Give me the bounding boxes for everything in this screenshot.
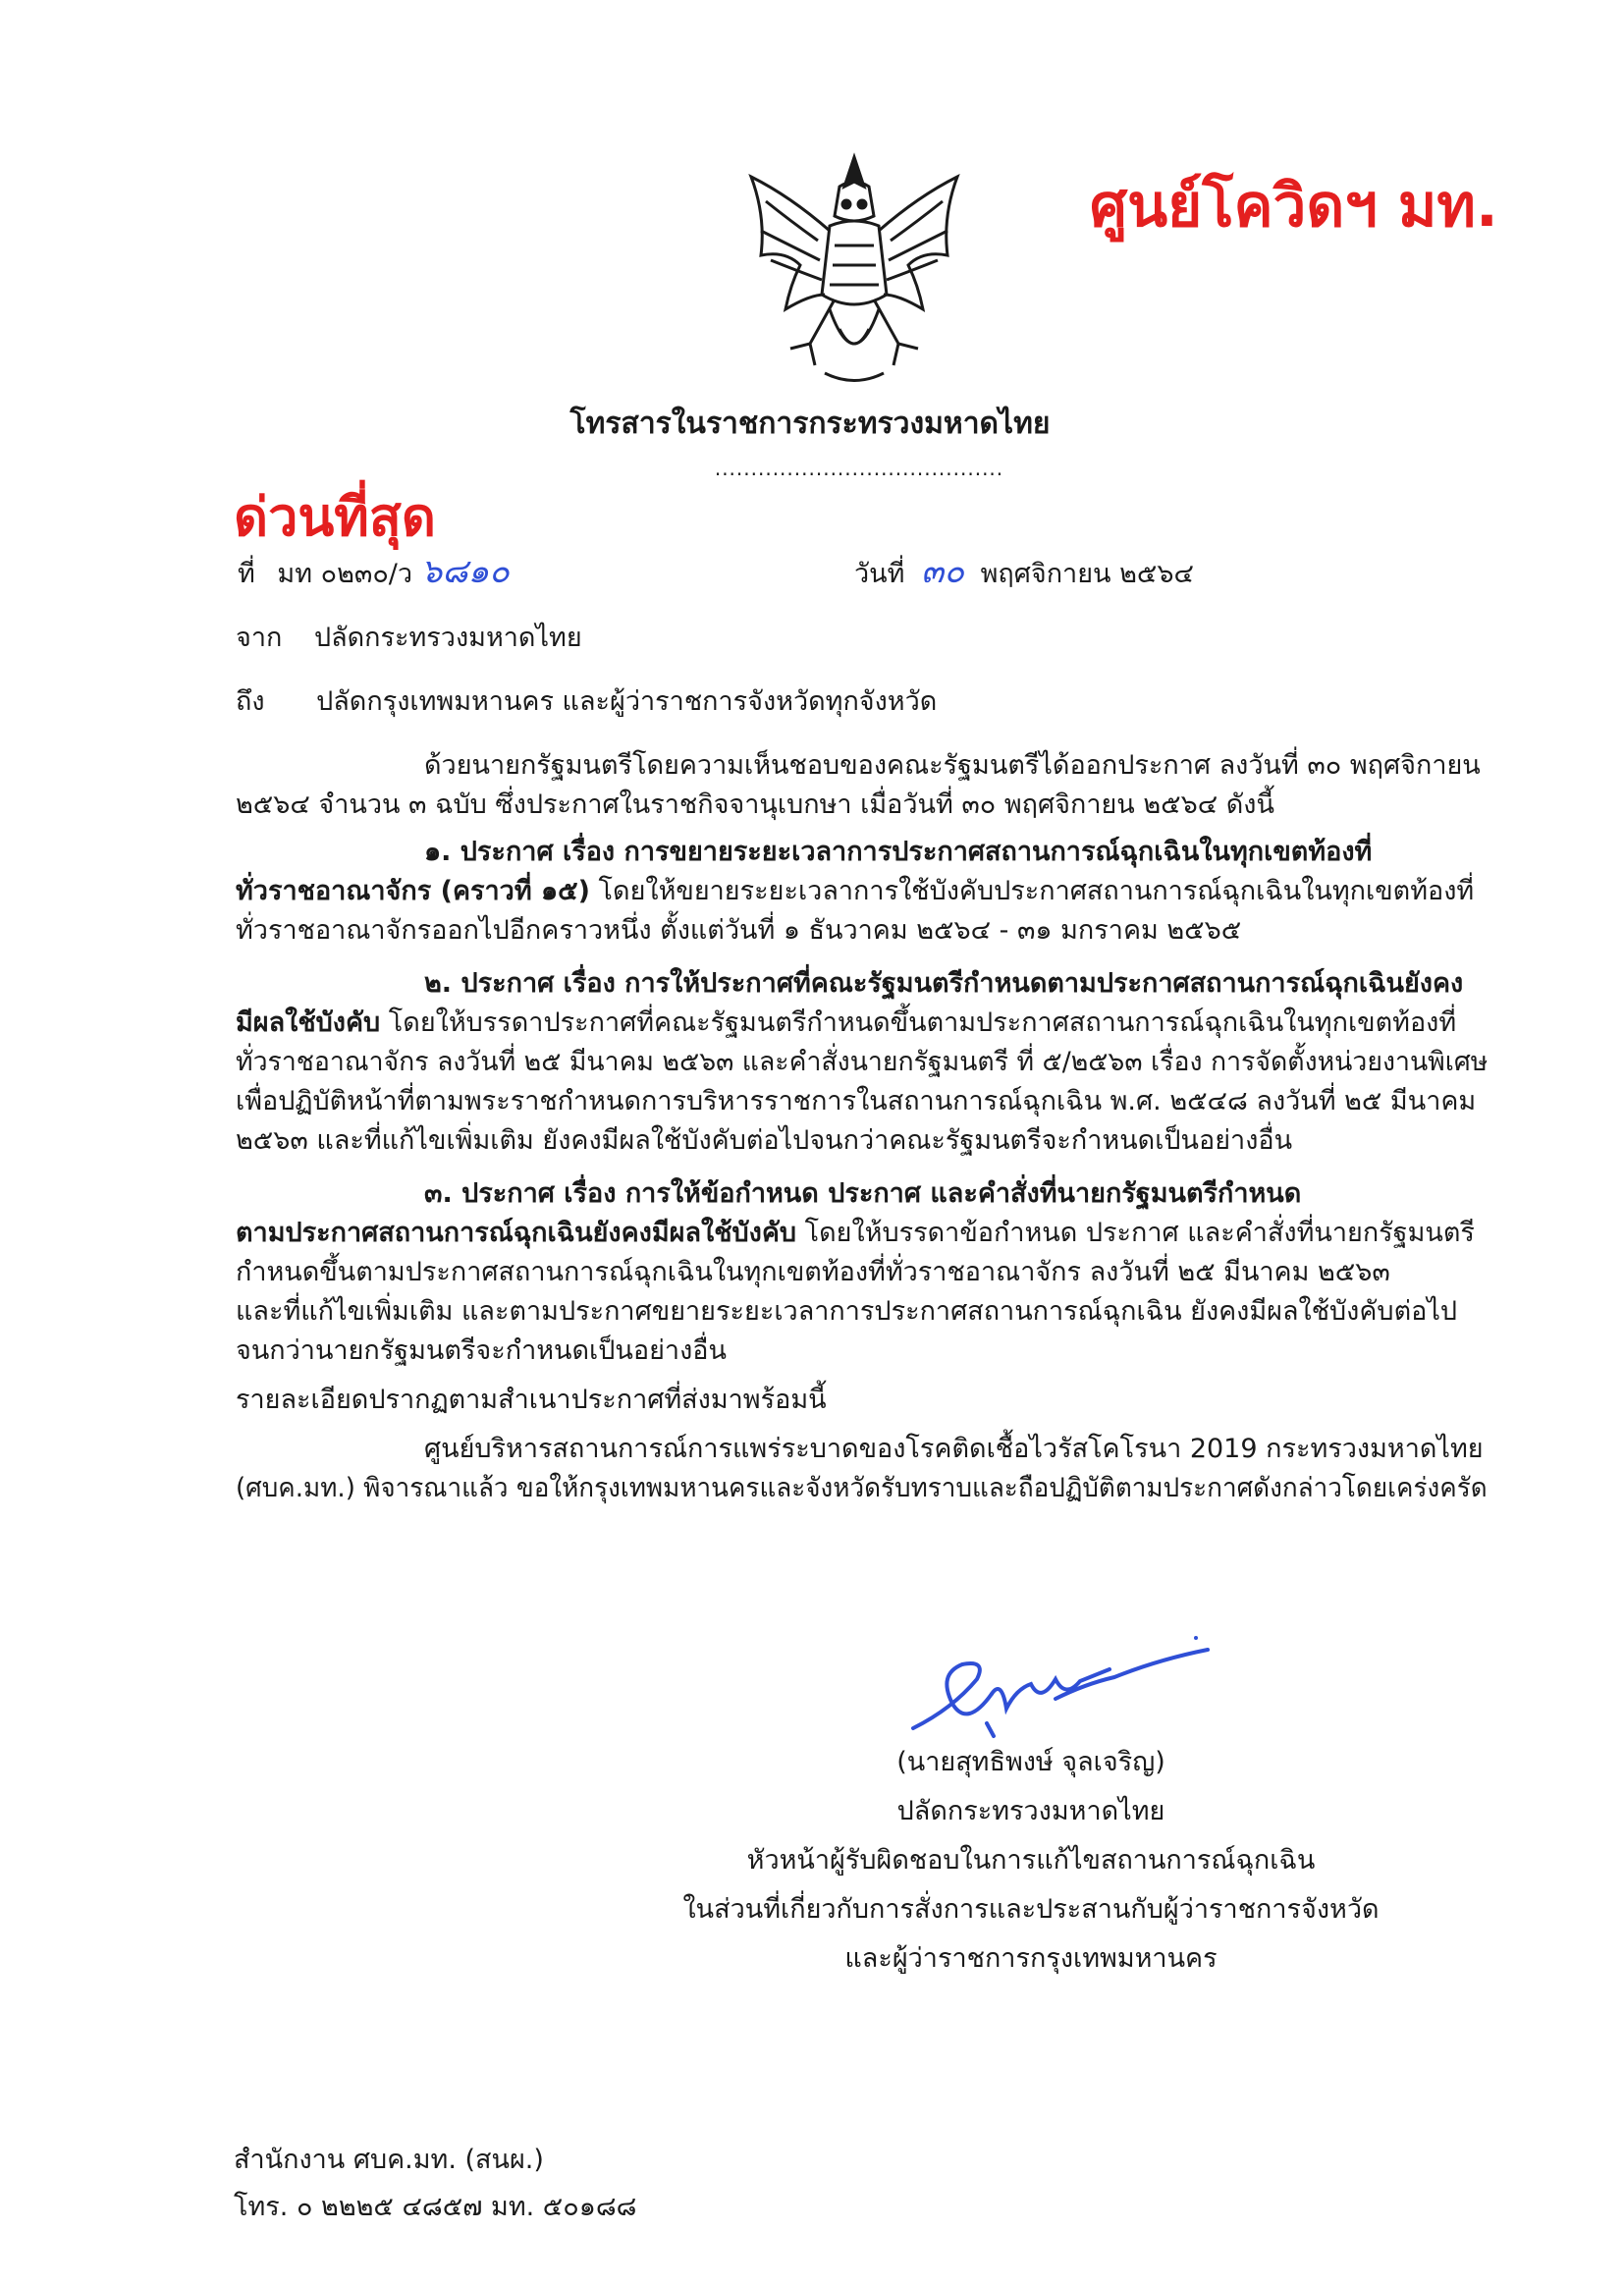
item-3-line-4: และที่แก้ไขเพิ่มเติม และตามประกาศขยายระยะเวลาการประกาศสถานการณ์ฉุกเฉิน ยังคงมีผลใช้บังคับต่อไป bbox=[236, 1296, 1458, 1327]
to-value: ปลัดกรุงเทพมหานคร และผู้ว่าราชการจังหวัดทุกจังหวัด bbox=[316, 686, 938, 717]
from-label: จาก bbox=[236, 623, 283, 653]
date-day-handwritten: ๓๐ bbox=[921, 552, 965, 591]
item-3-rest: โดยให้บรรดาข้อกำหนด ประกาศ และคำสั่งที่นายกรัฐมนตรี bbox=[796, 1218, 1475, 1248]
signature-block bbox=[589, 1738, 1473, 1984]
item-2-line-4: เพื่อปฏิบัติหน้าที่ตามพระราชกำหนดการบริหารราชการในสถานการณ์ฉุกเฉิน พ.ศ. ๒๕๔๘ ลงวันที่ ๒๕ มีนาคม bbox=[236, 1086, 1477, 1116]
date-label: วันที่ bbox=[854, 559, 905, 589]
item-1-line-1: ๑. ประกาศ เรื่อง การขยายระยะเวลาการประกาศสถานการณ์ฉุกเฉินในทุกเขตท้องที่ bbox=[424, 837, 1373, 867]
details-line: รายละเอียดปรากฏตามสำเนาประกาศที่ส่งมาพร้อมนี้ bbox=[236, 1385, 827, 1415]
item-3-line-2 bbox=[236, 1214, 1475, 1253]
item-1-line-3: ทั่วราชอาณาจักรออกไปอีกคราวหนึ่ง ตั้งแต่วันที่ ๑ ธันวาคม ๒๕๖๔ - ๓๑ มกราคม ๒๕๖๕ bbox=[236, 915, 1242, 946]
item-2-line-3: ทั่วราชอาณาจักร ลงวันที่ ๒๕ มีนาคม ๒๕๖๓ และคำสั่งนายกรัฐมนตรี ที่ ๕/๒๕๖๓ เรื่อง การจัดตั้งหน่วยงานพิเศษ bbox=[236, 1047, 1489, 1077]
item-3-line-1: ๓. ประกาศ เรื่อง การให้ข้อกำหนด ประกาศ และคำสั่งที่นายกรัฐมนตรีกำหนด bbox=[424, 1178, 1302, 1209]
signer-position-2: หัวหน้าผู้รับผิดชอบในการแก้ไขสถานการณ์ฉุกเฉิน bbox=[746, 1845, 1316, 1876]
ref-label: ที่ bbox=[238, 559, 255, 589]
urgent-stamp: ด่วนที่สุด bbox=[234, 486, 436, 548]
signature-scribble-icon bbox=[884, 1630, 1237, 1748]
item-3-line-5: จนกว่านายกรัฐมนตรีจะกำหนดเป็นอย่างอื่น bbox=[236, 1335, 727, 1366]
footer-office: สำนักงาน ศบค.มท. (สนผ.) bbox=[234, 2145, 544, 2175]
item-1-rest: โดยให้ขยายระยะเวลาการใช้บังคับประกาศสถานการณ์ฉุกเฉินในทุกเขตท้องที่ bbox=[589, 876, 1475, 906]
from-value: ปลัดกระทรวงมหาดไทย bbox=[313, 623, 582, 653]
to-line bbox=[236, 682, 937, 722]
garuda-emblem-icon bbox=[731, 147, 977, 393]
intro-line-1: ด้วยนายกรัฐมนตรีโดยความเห็นชอบของคณะรัฐมนตรีได้ออกประกาศ ลงวันที่ ๓๐ พฤศจิกายน bbox=[424, 750, 1481, 781]
page-title: โทรสารในราชการกระทรวงมหาดไทย bbox=[569, 407, 1051, 441]
signer-position-3: ในส่วนที่เกี่ยวกับการสั่งการและประสานกับผู้ว่าราชการจังหวัด bbox=[682, 1894, 1380, 1925]
signer-name: (นายสุทธิพงษ์ จุลเจริญ) bbox=[896, 1747, 1165, 1777]
closing-line-2: (ศบค.มท.) พิจารณาแล้ว ขอให้กรุงเทพมหานครและจังหวัดรับทราบและถือปฏิบัติตามประกาศดังกล่าวโดยเคร่งครัด bbox=[236, 1473, 1488, 1503]
ref-number-handwritten: ๖๘๑๐ bbox=[420, 552, 510, 591]
footer-phone: โทร. ๐ ๒๒๒๕ ๔๘๕๗ มท. ๕๐๑๘๘ bbox=[234, 2192, 637, 2222]
to-label: ถึง bbox=[236, 686, 265, 717]
from-line bbox=[236, 619, 582, 658]
ref-prefix: มท ๐๒๓๐/ว bbox=[277, 559, 413, 589]
closing-line-1: ศูนย์บริหารสถานการณ์การแพร่ระบาดของโรคติดเชื้อไวรัสโคโรนา 2019 กระทรวงมหาดไทย bbox=[424, 1434, 1484, 1464]
intro-line-2: ๒๕๖๔ จำนวน ๓ ฉบับ ซึ่งประกาศในราชกิจจานุเบกษา เมื่อวันที่ ๓๐ พฤศจิกายน ๒๕๖๔ ดังนี้ bbox=[236, 789, 1274, 820]
item-1-line-2 bbox=[236, 872, 1474, 911]
item-2-rest: โดยให้บรรดาประกาศที่คณะรัฐมนตรีกำหนดขึ้นตามประกาศสถานการณ์ฉุกเฉินในทุกเขตท้องที่ bbox=[380, 1007, 1457, 1038]
title-dots: ........................................ bbox=[714, 457, 1004, 480]
item-2-bold: มีผลใช้บังคับ bbox=[236, 1007, 381, 1038]
item-2-line-1: ๒. ประกาศ เรื่อง การให้ประกาศที่คณะรัฐมนตรีกำหนดตามประกาศสถานการณ์ฉุกเฉินยังคง bbox=[424, 968, 1464, 999]
date-rest: พฤศจิกายน ๒๕๖๔ bbox=[980, 559, 1194, 589]
signer-position-1: ปลัดกระทรวงมหาดไทย bbox=[896, 1796, 1165, 1826]
item-2-line-2 bbox=[236, 1004, 1456, 1043]
ref-line bbox=[238, 552, 510, 594]
date-line bbox=[854, 552, 1194, 594]
item-1-bold: ทั่วราชอาณาจักร (คราวที่ ๑๕) bbox=[236, 876, 590, 906]
signer-position-4: และผู้ว่าราชการกรุงเทพมหานคร bbox=[844, 1943, 1218, 1974]
item-3-bold: ตามประกาศสถานการณ์ฉุกเฉินยังคงมีผลใช้บังคับ bbox=[236, 1218, 797, 1248]
item-3-line-3: กำหนดขึ้นตามประกาศสถานการณ์ฉุกเฉินในทุกเขตท้องที่ทั่วราชอาณาจักร ลงวันที่ ๒๕ มีนาคม ๒๕๖๓ bbox=[236, 1257, 1390, 1287]
center-stamp: ศูนย์โควิดฯ มท. bbox=[1090, 172, 1498, 241]
item-2-line-5: ๒๕๖๓ และที่แก้ไขเพิ่มเติม ยังคงมีผลใช้บังคับต่อไปจนกว่าคณะรัฐมนตรีจะกำหนดเป็นอย่างอื่น bbox=[236, 1125, 1293, 1156]
